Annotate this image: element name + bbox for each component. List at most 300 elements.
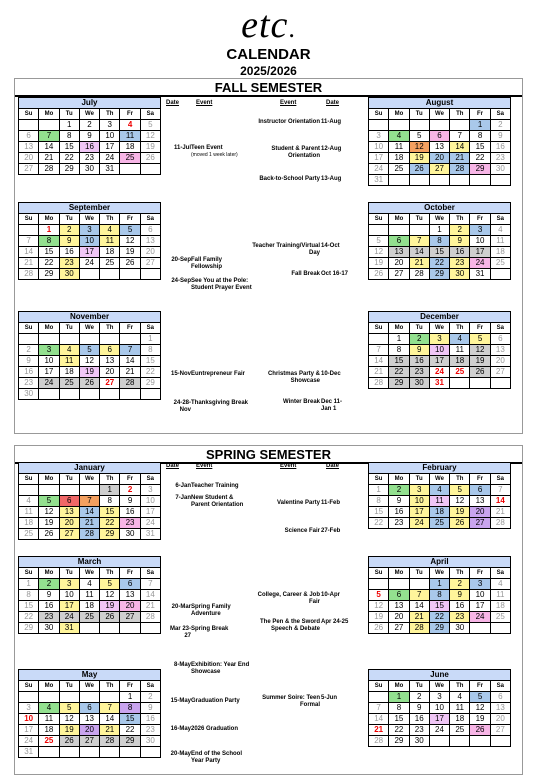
- day-cell: 21: [369, 367, 389, 378]
- day-cell: 15: [140, 356, 160, 367]
- day-cell: 24: [100, 153, 120, 164]
- day-cell: 17: [429, 714, 449, 725]
- empty-cell: [19, 334, 39, 345]
- day-cell: 23: [409, 367, 429, 378]
- event-name: Spring Break: [191, 626, 229, 632]
- weekday-header: Th: [100, 474, 120, 485]
- day-cell: 28: [100, 736, 120, 747]
- weekday-header: Tu: [409, 474, 429, 485]
- day-cell: 7: [100, 703, 120, 714]
- empty-cell: [369, 692, 389, 703]
- day-cell: 19: [120, 247, 140, 258]
- event-name: Graduation Party: [191, 698, 240, 704]
- day-cell: 6: [120, 579, 140, 590]
- day-cell: 29: [19, 623, 39, 634]
- weekday-header: Th: [100, 214, 120, 225]
- weekday-header: Mo: [39, 214, 59, 225]
- event-date: 20-Mar: [171, 604, 191, 610]
- day-cell: 1: [100, 485, 120, 496]
- day-cell: 25: [120, 153, 140, 164]
- day-cell: 30: [450, 269, 470, 280]
- day-cell: 23: [490, 153, 510, 164]
- day-cell: 18: [79, 601, 99, 612]
- day-cell: 12: [369, 601, 389, 612]
- spring-semester-section: [14, 445, 523, 775]
- day-cell: 1: [19, 579, 39, 590]
- day-cell: 26: [59, 736, 79, 747]
- empty-cell: [79, 485, 99, 496]
- day-cell: 11: [79, 590, 99, 601]
- day-cell: 16: [450, 247, 470, 258]
- weekday-header: Sa: [490, 568, 510, 579]
- day-cell: 4: [39, 703, 59, 714]
- day-cell: 27: [490, 725, 510, 736]
- day-cell: 29: [140, 378, 160, 389]
- day-cell: 2: [409, 334, 429, 345]
- day-cell: 13: [140, 236, 160, 247]
- day-cell: 6: [389, 590, 409, 601]
- weekday-header: Mo: [389, 109, 409, 120]
- day-cell: 5: [39, 496, 59, 507]
- empty-cell: [450, 378, 470, 389]
- day-cell: 11: [429, 496, 449, 507]
- empty-cell: [79, 623, 99, 634]
- day-cell: 24: [470, 612, 490, 623]
- day-cell: 2: [39, 579, 59, 590]
- day-cell: 22: [429, 612, 449, 623]
- day-cell: 6: [19, 131, 39, 142]
- weekday-header: Tu: [409, 109, 429, 120]
- calendar-april: [368, 556, 511, 634]
- day-cell: 10: [369, 142, 389, 153]
- weekday-header: Mo: [39, 681, 59, 692]
- day-cell: 6: [490, 334, 510, 345]
- event-date: 16-May: [170, 726, 191, 732]
- month-name: June: [369, 670, 511, 681]
- weekday-header: Sa: [140, 109, 160, 120]
- day-cell: 8: [369, 496, 389, 507]
- day-cell: 22: [389, 367, 409, 378]
- event-date: 20-Sep: [171, 257, 191, 263]
- day-cell: 2: [120, 485, 140, 496]
- day-cell: 11: [450, 345, 470, 356]
- weekday-header: Mo: [389, 214, 409, 225]
- event-name-block: [191, 257, 253, 271]
- day-cell: 8: [100, 496, 120, 507]
- day-cell: 27: [490, 367, 510, 378]
- day-cell: 21: [450, 153, 470, 164]
- day-cell: 16: [39, 601, 59, 612]
- day-cell: 28: [79, 529, 99, 540]
- day-cell: 26: [79, 378, 99, 389]
- day-cell: 9: [59, 236, 79, 247]
- day-cell: 8: [389, 345, 409, 356]
- weekday-header: Su: [369, 474, 389, 485]
- weekday-header: We: [429, 323, 449, 334]
- weekday-header: Th: [450, 474, 470, 485]
- weekday-header: Sa: [490, 214, 510, 225]
- day-cell: 27: [389, 269, 409, 280]
- weekday-header: We: [79, 474, 99, 485]
- event-date: 14-Oct: [321, 243, 340, 249]
- day-cell: 11: [120, 131, 140, 142]
- event-name: Instructor Orientation: [258, 119, 320, 125]
- event-date: 7-Jan: [175, 495, 191, 501]
- empty-cell: [59, 334, 79, 345]
- day-cell: 26: [470, 367, 490, 378]
- month-name: February: [369, 463, 511, 474]
- empty-cell: [120, 623, 140, 634]
- day-cell: 30: [19, 389, 39, 400]
- weekday-header: Fr: [120, 474, 140, 485]
- event-name: Back-to-School Party: [259, 176, 320, 182]
- day-cell: 3: [39, 345, 59, 356]
- month-name: December: [369, 312, 511, 323]
- day-cell: 14: [19, 247, 39, 258]
- day-cell: 18: [450, 356, 470, 367]
- weekday-header: Su: [369, 681, 389, 692]
- day-cell: 24: [470, 258, 490, 269]
- day-cell: 17: [19, 725, 39, 736]
- day-cell: 29: [389, 378, 409, 389]
- month-name: November: [19, 312, 161, 323]
- weekday-header: We: [429, 109, 449, 120]
- empty-cell: [409, 225, 429, 236]
- day-cell: 30: [409, 378, 429, 389]
- day-cell: 20: [490, 714, 510, 725]
- weekday-header: We: [79, 323, 99, 334]
- day-cell: 3: [79, 225, 99, 236]
- weekday-header: Tu: [409, 323, 429, 334]
- empty-cell: [19, 485, 39, 496]
- day-cell: 5: [369, 236, 389, 247]
- calendar-november: [18, 311, 161, 400]
- day-cell: 1: [389, 334, 409, 345]
- day-cell: 16: [450, 601, 470, 612]
- day-cell: 27: [79, 736, 99, 747]
- day-cell: 15: [389, 714, 409, 725]
- day-cell: 24: [140, 518, 160, 529]
- weekday-header: Tu: [59, 568, 79, 579]
- weekday-header: Th: [450, 568, 470, 579]
- day-cell: 20: [100, 367, 120, 378]
- day-cell: 11: [59, 356, 79, 367]
- day-cell: 14: [39, 142, 59, 153]
- day-cell: 8: [140, 345, 160, 356]
- day-cell: 3: [409, 485, 429, 496]
- weekday-header: Th: [450, 109, 470, 120]
- day-cell: 17: [140, 507, 160, 518]
- page-title: CALENDAR: [226, 46, 311, 63]
- weekday-header: Fr: [120, 109, 140, 120]
- day-cell: 12: [59, 714, 79, 725]
- weekday-header: Su: [19, 681, 39, 692]
- day-cell: 18: [100, 247, 120, 258]
- weekday-header: Th: [100, 681, 120, 692]
- day-cell: 20: [389, 612, 409, 623]
- day-cell: 28: [369, 378, 389, 389]
- day-cell: 14: [409, 247, 429, 258]
- day-cell: 15: [429, 601, 449, 612]
- day-cell: 4: [79, 579, 99, 590]
- empty-cell: [39, 120, 59, 131]
- day-cell: 11: [389, 142, 409, 153]
- day-cell: 14: [120, 356, 140, 367]
- day-cell: 8: [389, 703, 409, 714]
- day-cell: 17: [79, 247, 99, 258]
- empty-cell: [19, 692, 39, 703]
- day-cell: 4: [389, 131, 409, 142]
- day-cell: 18: [39, 725, 59, 736]
- day-cell: 28: [39, 164, 59, 175]
- day-cell: 29: [389, 736, 409, 747]
- day-cell: 18: [490, 601, 510, 612]
- day-cell: 20: [19, 153, 39, 164]
- empty-cell: [369, 579, 389, 590]
- day-cell: 25: [59, 378, 79, 389]
- event-name: Teen Event: [191, 145, 223, 151]
- empty-cell: [140, 747, 160, 758]
- empty-cell: [369, 225, 389, 236]
- day-cell: 13: [79, 714, 99, 725]
- weekday-header: We: [429, 214, 449, 225]
- day-cell: 25: [100, 258, 120, 269]
- calendar-december: [368, 311, 511, 389]
- day-cell: 3: [429, 692, 449, 703]
- empty-cell: [79, 334, 99, 345]
- event-name: Spring Family Adventure: [191, 604, 231, 617]
- empty-cell: [389, 120, 409, 131]
- empty-cell: [79, 692, 99, 703]
- day-cell: 15: [369, 507, 389, 518]
- day-cell: 25: [429, 518, 449, 529]
- day-cell: 5: [100, 579, 120, 590]
- weekday-header: Tu: [59, 474, 79, 485]
- empty-cell: [490, 736, 510, 747]
- day-cell: 9: [409, 703, 429, 714]
- weekday-header: Fr: [120, 214, 140, 225]
- day-cell: 8: [470, 131, 490, 142]
- day-cell: 20: [140, 247, 160, 258]
- event-date: 15-Nov: [170, 371, 191, 377]
- day-cell: 22: [140, 367, 160, 378]
- day-cell: 22: [369, 518, 389, 529]
- day-cell: 16: [120, 507, 140, 518]
- day-cell: 9: [450, 236, 470, 247]
- day-cell: 1: [369, 485, 389, 496]
- empty-cell: [140, 623, 160, 634]
- weekday-header: We: [429, 474, 449, 485]
- day-cell: 13: [389, 601, 409, 612]
- column-header-event: Event: [196, 100, 213, 106]
- event-date: 5-Jun: [321, 695, 338, 701]
- day-cell: 27: [120, 612, 140, 623]
- day-cell: 4: [100, 225, 120, 236]
- day-cell: 14: [100, 714, 120, 725]
- day-cell: 12: [79, 356, 99, 367]
- day-cell: 15: [19, 601, 39, 612]
- day-cell: 27: [59, 529, 79, 540]
- empty-cell: [100, 747, 120, 758]
- day-cell: 26: [140, 153, 160, 164]
- weekday-header: Su: [19, 323, 39, 334]
- event-name-block: [191, 495, 253, 509]
- weekday-header: Sa: [140, 214, 160, 225]
- month-name: April: [369, 557, 511, 568]
- day-cell: 25: [39, 736, 59, 747]
- day-cell: 30: [120, 529, 140, 540]
- event-date: 10-Apr: [321, 592, 341, 598]
- day-cell: 21: [369, 725, 389, 736]
- empty-cell: [120, 269, 140, 280]
- empty-cell: [39, 485, 59, 496]
- empty-cell: [100, 334, 120, 345]
- day-cell: 1: [429, 225, 449, 236]
- day-cell: 10: [409, 496, 429, 507]
- empty-cell: [39, 692, 59, 703]
- day-cell: 13: [429, 142, 449, 153]
- weekday-header: We: [79, 681, 99, 692]
- day-cell: 1: [429, 579, 449, 590]
- day-cell: 12: [100, 590, 120, 601]
- day-cell: 4: [19, 496, 39, 507]
- day-cell: 23: [409, 725, 429, 736]
- logo-text: etc: [241, 4, 289, 46]
- event-name: Exhibition: Year End Showcase: [191, 662, 250, 675]
- day-cell: 6: [100, 345, 120, 356]
- day-cell: 31: [100, 164, 120, 175]
- event-name-block: [191, 698, 253, 705]
- day-cell: 2: [450, 579, 470, 590]
- day-cell: 18: [120, 142, 140, 153]
- day-cell: 7: [369, 345, 389, 356]
- day-cell: 9: [140, 703, 160, 714]
- weekday-header: Fr: [470, 568, 490, 579]
- weekday-header: We: [429, 681, 449, 692]
- event-name-block: [191, 400, 253, 407]
- weekday-header: Fr: [120, 568, 140, 579]
- day-cell: 23: [19, 378, 39, 389]
- column-header-date: Date: [166, 463, 180, 469]
- event-name: Teacher Training: [191, 483, 239, 489]
- day-cell: 9: [409, 345, 429, 356]
- day-cell: 13: [490, 703, 510, 714]
- day-cell: 5: [369, 590, 389, 601]
- day-cell: 31: [59, 623, 79, 634]
- day-cell: 30: [450, 623, 470, 634]
- event-name: Thanksgiving Break: [191, 400, 249, 406]
- day-cell: 1: [39, 225, 59, 236]
- day-cell: 20: [79, 725, 99, 736]
- day-cell: 26: [369, 269, 389, 280]
- day-cell: 26: [470, 725, 490, 736]
- empty-cell: [470, 736, 490, 747]
- weekday-header: Tu: [59, 681, 79, 692]
- day-cell: 21: [79, 518, 99, 529]
- day-cell: 28: [409, 269, 429, 280]
- day-cell: 10: [79, 236, 99, 247]
- day-cell: 29: [59, 164, 79, 175]
- event-name: Euntrepreneur Fair: [191, 371, 246, 377]
- day-cell: 29: [429, 623, 449, 634]
- day-cell: 18: [429, 507, 449, 518]
- day-cell: 18: [490, 247, 510, 258]
- day-cell: 4: [450, 692, 470, 703]
- day-cell: 24: [409, 518, 429, 529]
- day-cell: 5: [140, 120, 160, 131]
- weekday-header: Sa: [140, 568, 160, 579]
- day-cell: 3: [19, 703, 39, 714]
- day-cell: 21: [120, 367, 140, 378]
- weekday-header: Mo: [39, 474, 59, 485]
- day-cell: 19: [59, 725, 79, 736]
- weekday-header: Sa: [490, 323, 510, 334]
- day-cell: 15: [470, 142, 490, 153]
- day-cell: 4: [490, 579, 510, 590]
- day-cell: 6: [470, 485, 490, 496]
- day-cell: 9: [79, 131, 99, 142]
- day-cell: 5: [79, 345, 99, 356]
- day-cell: 31: [140, 529, 160, 540]
- day-cell: 11: [19, 507, 39, 518]
- empty-cell: [389, 225, 409, 236]
- day-cell: 27: [429, 164, 449, 175]
- day-cell: 14: [79, 507, 99, 518]
- empty-cell: [59, 692, 79, 703]
- event-date: Mar 23-27: [169, 626, 191, 639]
- day-cell: 19: [409, 153, 429, 164]
- day-cell: 30: [59, 269, 79, 280]
- day-cell: 22: [429, 258, 449, 269]
- day-cell: 21: [409, 258, 429, 269]
- day-cell: 4: [59, 345, 79, 356]
- weekday-header: Tu: [59, 109, 79, 120]
- empty-cell: [39, 389, 59, 400]
- day-cell: 7: [450, 131, 470, 142]
- event-name: Fall Family Fellowship: [191, 257, 223, 270]
- weekday-header: Th: [100, 323, 120, 334]
- weekday-header: Th: [450, 323, 470, 334]
- day-cell: 13: [120, 590, 140, 601]
- day-cell: 17: [369, 153, 389, 164]
- day-cell: 11: [490, 236, 510, 247]
- day-cell: 12: [409, 142, 429, 153]
- day-cell: 28: [140, 612, 160, 623]
- day-cell: 26: [100, 612, 120, 623]
- weekday-header: Su: [19, 568, 39, 579]
- day-cell: 22: [120, 725, 140, 736]
- day-cell: 9: [389, 496, 409, 507]
- day-cell: 8: [429, 590, 449, 601]
- day-cell: 10: [429, 345, 449, 356]
- day-cell: 6: [490, 692, 510, 703]
- day-cell: 24: [369, 164, 389, 175]
- day-cell: 12: [39, 507, 59, 518]
- day-cell: 10: [429, 703, 449, 714]
- empty-cell: [409, 120, 429, 131]
- day-cell: 10: [470, 236, 490, 247]
- day-cell: 20: [490, 356, 510, 367]
- weekday-header: Sa: [140, 681, 160, 692]
- day-cell: 8: [59, 131, 79, 142]
- day-cell: 28: [120, 378, 140, 389]
- weekday-header: Tu: [409, 681, 429, 692]
- day-cell: 22: [470, 153, 490, 164]
- day-cell: 17: [429, 356, 449, 367]
- event-name: 2026 Graduation: [191, 726, 239, 732]
- weekday-header: We: [79, 109, 99, 120]
- calendar-march: [18, 556, 161, 634]
